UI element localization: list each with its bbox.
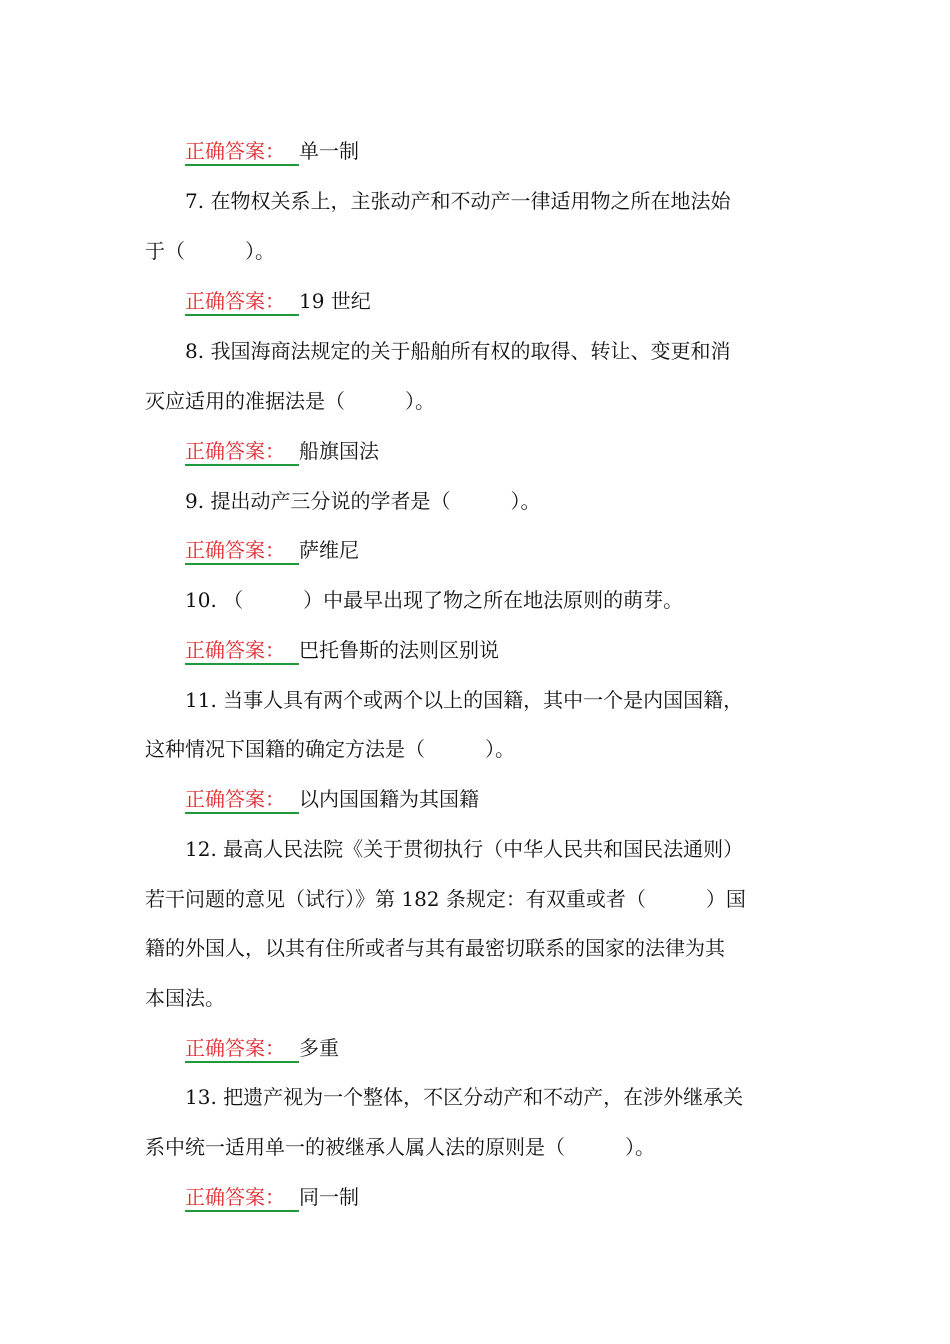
question-12-line-2: 若干问题的意见（试行）》第 182 条规定：有双重或者（ ）国 xyxy=(145,887,746,911)
answer-label: 正确答案： xyxy=(185,1185,299,1212)
answer-label: 正确答案： xyxy=(185,787,299,814)
question-7-line-2: 于（ ）。 xyxy=(145,239,275,263)
question-12-line-3: 籍的外国人，以其有住所或者与其有最密切联系的国家的法律为其 xyxy=(145,936,725,960)
answer-line xyxy=(185,138,359,164)
question-9-line-1: 9. 提出动产三分说的学者是（ ）。 xyxy=(185,489,541,513)
question-13-line-1: 13. 把遗产视为一个整体，不区分动产和不动产，在涉外继承关 xyxy=(185,1085,744,1109)
answer-value: 19 世纪 xyxy=(299,289,371,313)
question-11-line-1: 11. 当事人具有两个或两个以上的国籍，其中一个是内国国籍， xyxy=(185,688,744,712)
answer-label: 正确答案： xyxy=(185,538,299,565)
answer-value: 同一制 xyxy=(299,1185,359,1209)
answer-value: 以内国国籍为其国籍 xyxy=(299,787,479,811)
answer-line xyxy=(185,537,359,563)
answer-value: 船旗国法 xyxy=(299,439,379,463)
answer-label: 正确答案： xyxy=(185,289,299,316)
answer-label: 正确答案： xyxy=(185,439,299,466)
question-8-line-2: 灭应适用的准据法是（ ）。 xyxy=(145,389,435,413)
answer-line xyxy=(185,786,479,812)
question-10-line-1: 10. （ ）中最早出现了物之所在地法原则的萌芽。 xyxy=(185,588,684,612)
answer-label: 正确答案： xyxy=(185,139,299,166)
question-12-line-4: 本国法。 xyxy=(145,986,225,1010)
answer-value: 萨维尼 xyxy=(299,538,359,562)
answer-line xyxy=(185,1184,359,1210)
question-11-line-2: 这种情况下国籍的确定方法是（ ）。 xyxy=(145,737,515,761)
answer-value: 单一制 xyxy=(299,139,359,163)
question-12-line-1: 12. 最高人民法院《关于贯彻执行（中华人民共和国民法通则） xyxy=(185,837,744,861)
answer-line xyxy=(185,637,499,663)
question-7-line-1: 7. 在物权关系上，主张动产和不动产一律适用物之所在地法始 xyxy=(185,189,731,213)
answer-label: 正确答案： xyxy=(185,638,299,665)
question-13-line-2: 系中统一适用单一的被继承人属人法的原则是（ ）。 xyxy=(145,1135,655,1159)
answer-line xyxy=(185,438,379,464)
question-8-line-1: 8. 我国海商法规定的关于船舶所有权的取得、转让、变更和消 xyxy=(185,339,731,363)
answer-line xyxy=(185,1035,339,1061)
answer-value: 巴托鲁斯的法则区别说 xyxy=(299,638,499,662)
answer-value: 多重 xyxy=(299,1036,339,1060)
answer-line xyxy=(185,288,371,314)
answer-label: 正确答案： xyxy=(185,1036,299,1063)
